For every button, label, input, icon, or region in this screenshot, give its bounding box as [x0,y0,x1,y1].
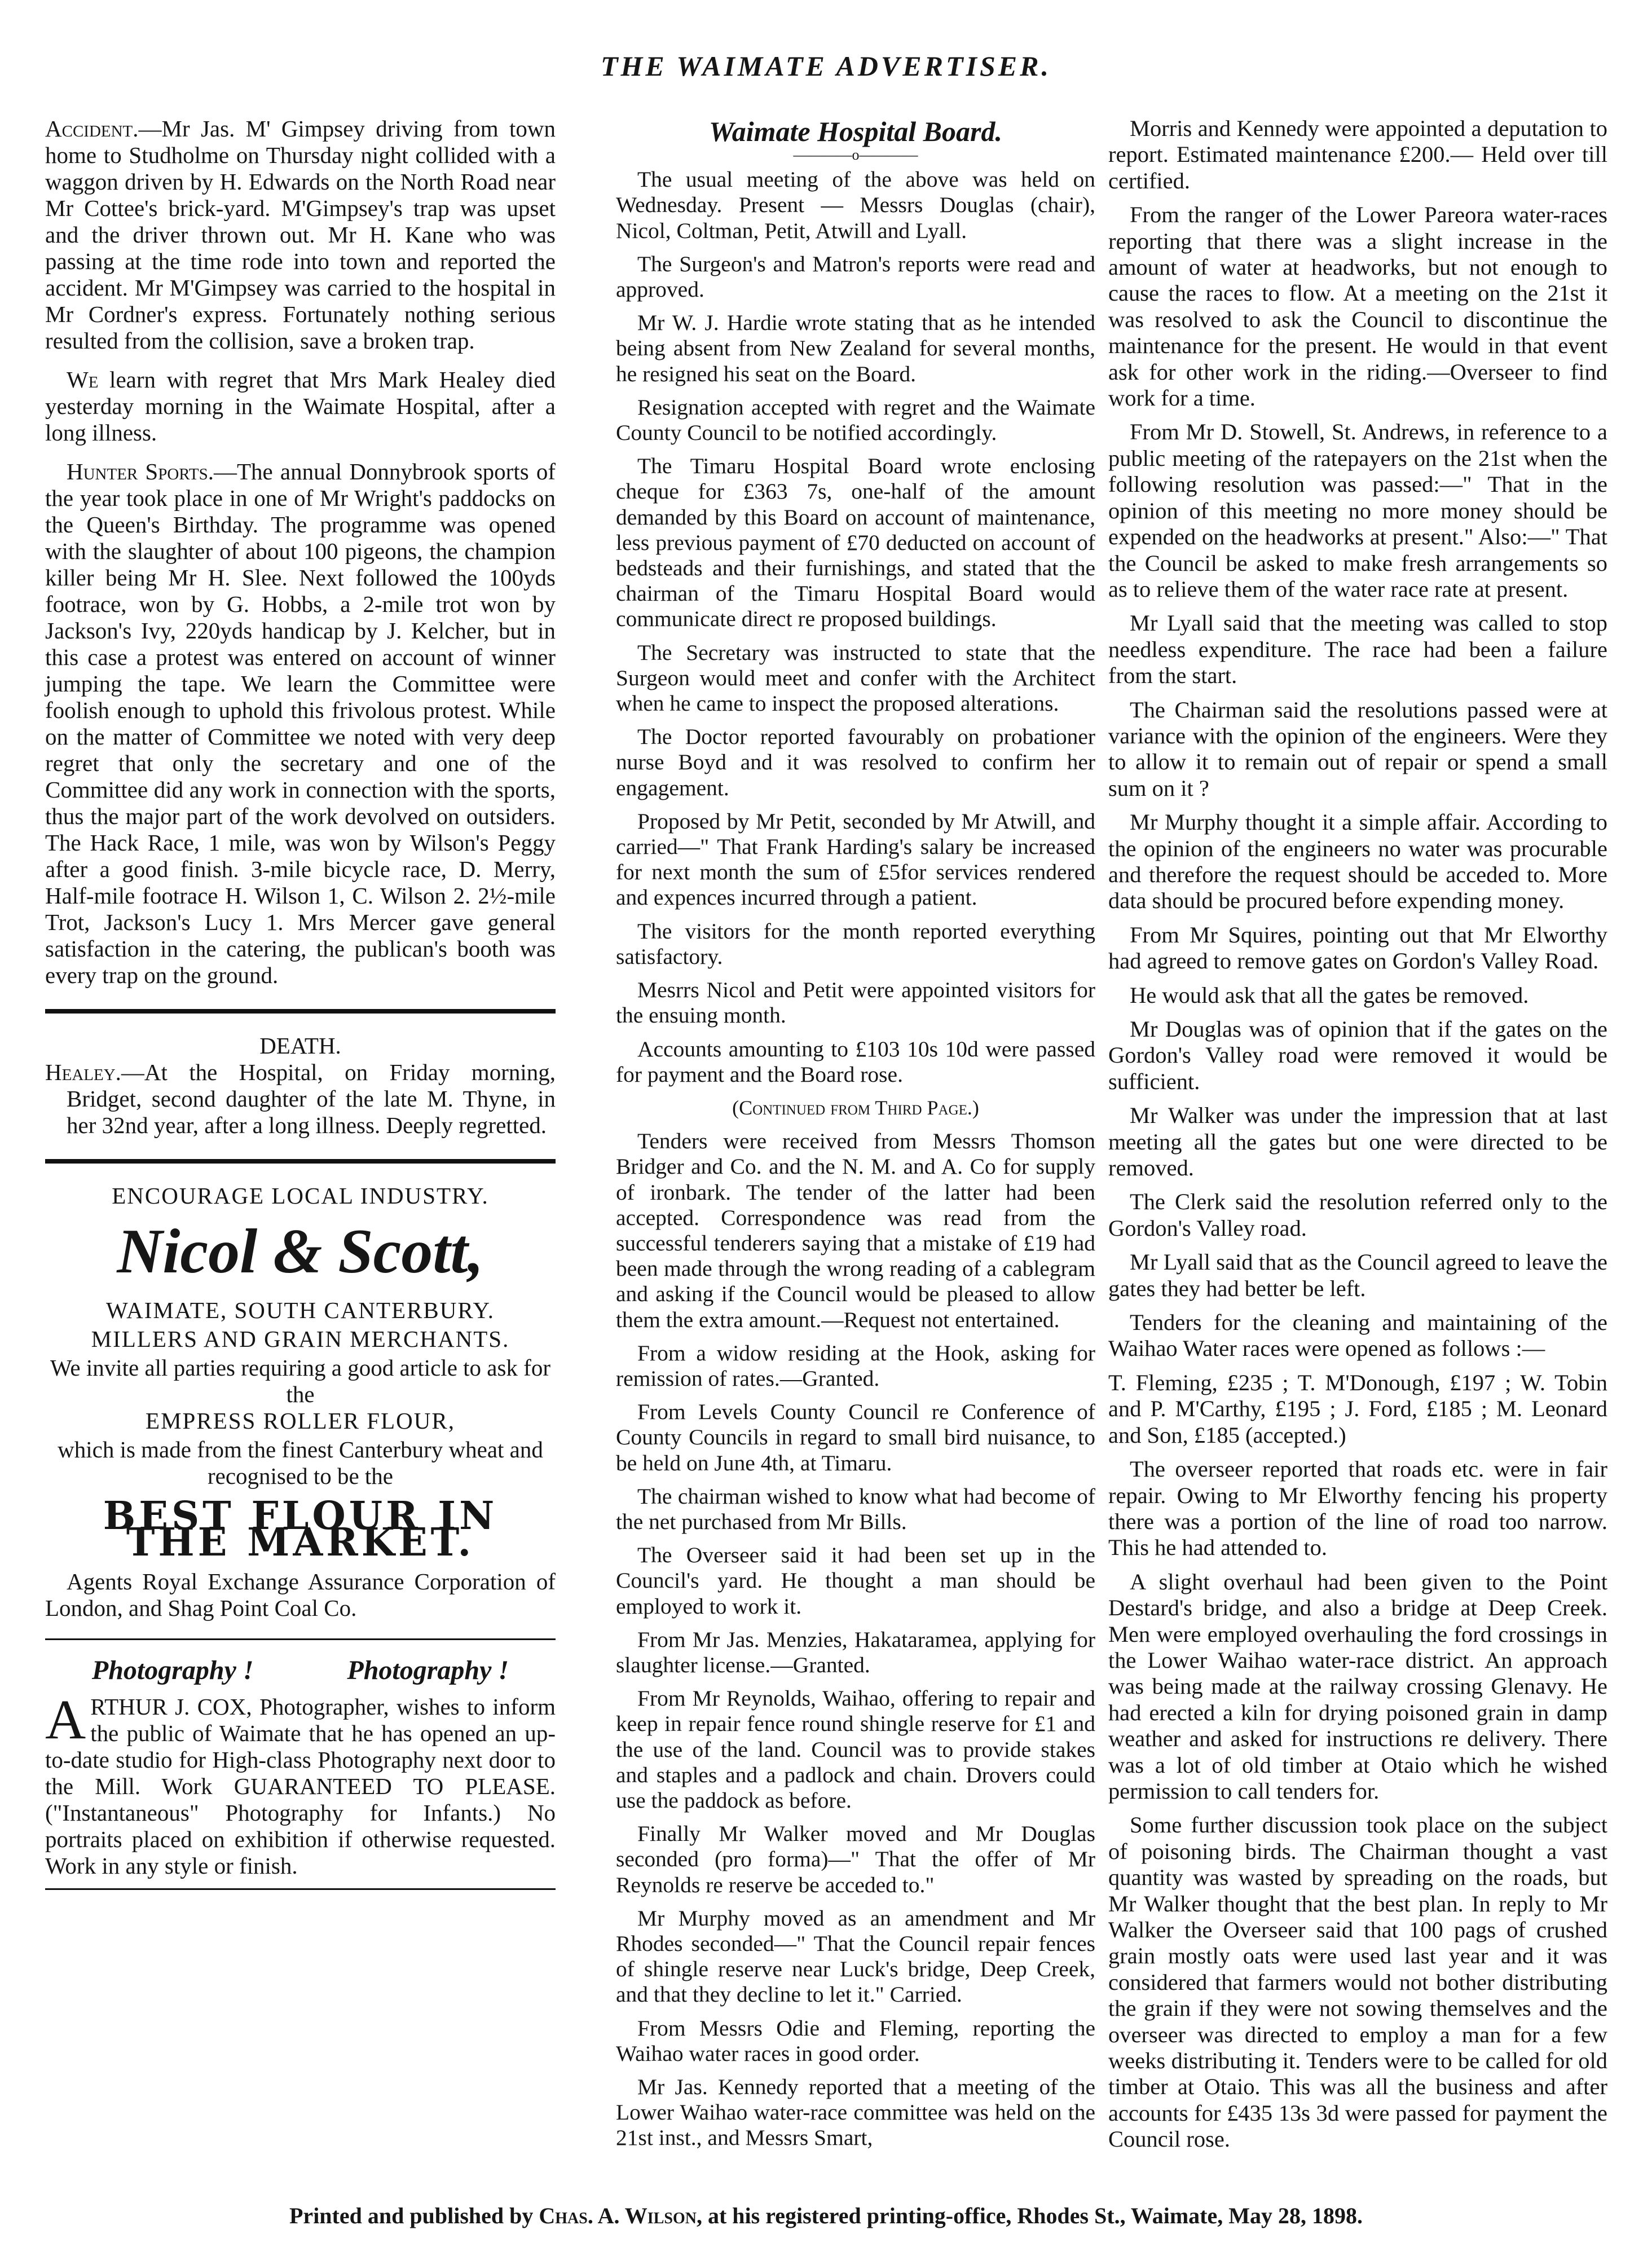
continued-note: (Continued from Third Page.) [732,1096,979,1119]
imprint-footer [0,2202,1652,2229]
paragraph: The Clerk said the resolution referred only to the Gordon's Valley road. [1108,1189,1607,1241]
paragraph: Mesrrs Nicol and Petit were appointed visitors for the ensuing month. [616,977,1095,1028]
ad-slogan: ENCOURAGE LOCAL INDUSTRY. [112,1183,489,1209]
column-1 [45,116,556,1907]
ad-agents: Agents Royal Exchange Assurance Corporation of London, and Shag Point Coal Co. [45,1568,556,1621]
ad-invite: We invite all parties requiring a good article to ask for the [50,1355,550,1407]
paragraph: The Surgeon's and Matron's reports were read and approved. [616,251,1095,302]
title-ornament: ————o———— [793,147,918,164]
tenders-list: T. Fleming, £235 ; T. M'Donough, £197 ; W. Tobin and P. M'Carthy, £195 ; J. Ford, £185 ; M. Leonard and Son, £185 (accepted.) [1108,1369,1607,1448]
death-text: —At the Hospital, on Friday morning, Bridget, second daughter of the late M. Thyne, in her 32nd year, after a long illness. Deeply regretted. [67,1059,556,1138]
paragraph: Mr Murphy thought it a simple affair. According to the opinion of the engineers no water was procurable and therefore the request should be acceded to. More data should be procured before expending money. [1108,809,1607,914]
paragraph: Mr Douglas was of opinion that if the gates on the Gordon's Valley road were removed it would be sufficient. [1108,1016,1607,1094]
divider [45,1638,556,1640]
paragraph: Mr Lyall said that as the Council agreed to leave the gates they had better be left. [1108,1249,1607,1301]
paragraph: From Messrs Odie and Fleming, reporting the Waihao water races in good order. [616,2015,1095,2066]
paragraph: From Mr Squires, pointing out that Mr Elworthy had agreed to remove gates on Gordon's Valley Road. [1108,922,1607,974]
paragraph: The overseer reported that roads etc. were in fair repair. Owing to Mr Elworthy fencing his property there was a portion of the line of road too narrow. This he had attended to. [1108,1456,1607,1561]
paragraph: A slight overhaul had been given to the Point Destard's bridge, and also a bridge at Deep Creek. Men were employed overhauling the ford crossings in the Lower Waihao water-race district. An approach was being made at the railway crossing Glenavy. He had erected a kiln for drying poisoned grain in damp weather and asked for instructions re delivery. There was a lot of old timber at Otaio which he wished permission to call tenders for. [1108,1568,1607,1804]
paragraph: He would ask that all the gates be removed. [1130,982,1529,1008]
accident-text: —Mr Jas. M' Gimpsey driving from town home to Studholme on Thursday night collided with a waggon driven by H. Edwards on the North Road near Mr Cottee's brick-yard. M'Gimpsey's trap was upset and the driver thrown out. Mr H. Kane who was passing at the time rode into town and reported the accident. Mr M'Gimpsey was carried to the hospital in Mr Cordner's express. Fortunately nothing serious resulted from the collision, save a broken trap. [45,116,556,354]
paragraph: Mr Murphy moved as an amendment and Mr Rhodes seconded—" That the Council repair fences of shingle reserve near Luck's bridge, Deep Creek, and that they decline to let it." Carried. [616,1905,1095,2007]
paragraph: Resignation accepted with regret and the Waimate County Council to be notified accordingly. [616,394,1095,446]
healey-heading: We [67,367,99,393]
paragraph: Some further discussion took place on the subject of poisoning birds. The Chairman thought a vast quantity was wasted by spreading on the roads, but Mr Walker thought that the best plan. In reply to Mr Walker the Overseer said that 100 pags of crushed grain mostly oats were used last year and it was considered that farmers would not bother distributing the grain if they were not sowing themselves and the overseer was directed to employ a man for a few weeks distributing it. Tenders were to be called for old timber at Otaio. This was all the business and after accounts for £435 13s 3d were passed for payment the Council rose. [1108,1812,1607,2152]
photo-dropcap: A [45,1688,86,1751]
paragraph: The Chairman said the resolutions passed were at variance with the opinion of the engineers. Were they to allow it to remain out of repair or spend a small sum on it ? [1108,697,1607,801]
paragraph: The chairman wished to know what had become of the net purchased from Mr Bills. [616,1483,1095,1534]
hunter-sports-heading: Hunter Sports. [67,459,214,484]
death-name: Healey. [45,1059,121,1085]
paragraph: The visitors for the month reported everything satisfactory. [616,918,1095,969]
paragraph: From Mr D. Stowell, St. Andrews, in reference to a public meeting of the ratepayers on the 21st when the following resolution was passed:—" That in the opinion of this meeting no more money should be expended on the headworks at present." Also:—" That the Council be asked to make fresh arrangements so as to relieve them of the water race rate at present. [1108,419,1607,602]
paragraph: Mr Jas. Kennedy reported that a meeting of the Lower Waihao water-race committee was held on the 21st inst., and Messrs Smart, [616,2074,1095,2151]
ad-location: WAIMATE, SOUTH CANTERBURY. [105,1297,495,1323]
hunter-sports-paragraph [45,459,556,989]
paragraph: Finally Mr Walker moved and Mr Douglas seconded (pro forma)—" That the offer of Mr Reynolds re reserve be acceded to." [616,1821,1095,1897]
ad-best-flour: BEST FLOUR IN THE MARKET. [103,1493,498,1565]
paragraph: The Overseer said it had been set up in the Council's yard. He thought a man should be employed to work it. [616,1543,1095,1619]
paragraph: From Mr Reynolds, Waihao, offering to repair and keep in repair fence round shingle reserve for £1 and the use of the land. Council was to provide stakes and staples and a padlock and chain. Drovers could use the paddock as before. [616,1686,1095,1813]
paragraph: The Secretary was instructed to state that the Surgeon would meet and confer with the Architect when he came to inspect the proposed alterations. [616,640,1095,716]
column-2 [616,116,1095,2159]
footer-pre: Printed and published by [289,2203,539,2228]
paragraph: Mr Walker was under the impression that at last meeting all the gates but one were directed to be removed. [1108,1103,1607,1181]
photo-ad-text [45,1688,556,1879]
photo-heading-right: Photography ! [347,1655,509,1685]
masthead: THE WAIMATE ADVERTISER. [600,50,1052,82]
divider [45,1009,556,1014]
paragraph: Tenders were received from Messrs Thomson Bridger and Co. and the N. M. and A. Co for supply of ironbark. The tender of the latter had been accepted. Correspondence was read from the successful tenderers saying that a mistake of £19 had been made through the wrong reading of a cablegram and asking if the Council would be pleased to allow them the extra amount.—Request not entertained. [616,1129,1095,1332]
paragraph: Mr W. J. Hardie wrote stating that as he intended being absent from New Zealand for several months, he resigned his seat on the Board. [616,310,1095,386]
paragraph: From the ranger of the Lower Pareora water-races reporting that there was a slight increase in the amount of water at headworks, but not enough to cause the races to flow. At a meeting on the 21st it was resolved to ask the Council to discontinue the maintenance for the present. He would in that event ask for other work in the riding.—Overseer to find work for a time. [1108,202,1607,411]
photo-text: RTHUR J. COX, Photographer, wishes to inform the public of Waimate that he has opened an up-to-date studio for High-class Photography next door to the Mill. Work GUARANTEED TO PLEASE. ("Instantaneous" Photography for Infants.) No portraits placed on exhibition if otherwise requested. Work in any style or finish. [45,1694,556,1879]
healey-text: learn with regret that Mrs Mark Healey died yesterday morning in the Waimate Hospital, after a long illness. [45,367,556,446]
paragraph: The Timaru Hospital Board wrote enclosing cheque for £363 7s, one-half of the amount demanded by this Board on account of maintenance, less previous payment of £70 deducted on account of bedsteads and their furnishings, and stated that the chairman of the Timaru Hospital Board would communicate direct re proposed buildings. [616,453,1095,632]
paragraph: From a widow residing at the Hook, asking for remission of rates.—Granted. [616,1340,1095,1391]
hospital-board-title: Waimate Hospital Board. [709,116,1002,147]
footer-publisher: Chas. A. Wilson [539,2203,697,2228]
accident-heading: Accident. [45,116,139,142]
hunter-sports-text: —The annual Donnybrook sports of the year took place in one of Mr Wright's paddocks on the Queen's Birthday. The programme was opened with the slaughter of about 100 pigeons, the champion killer being Mr H. Slee. Next followed the 100yds footrace, won by G. Hobbs, a 2-mile trot won by Jackson's Ivy, 220yds handicap by J. Kelcher, but in this case a protest was entered on account of winner jumping the tape. We learn the Committee were foolish enough to uphold this frivolous protest. While on the matter of Committee we noted with very deep regret that only the secretary and one of the Committee did any work in connection with the sports, thus the major part of the work devolved on outsiders. The Hack Race, 1 mile, was won by Wilson's Peggy after a good finish. 3-mile bicycle race, D. Merry, Half-mile footrace H. Wilson 1, C. Wilson 2. 2½-mile Trot, Jackson's Lucy 1. Mrs Mercer gave general satisfaction in the catering, the publican's booth was every trap on the ground. [45,459,556,988]
divider [45,1159,556,1164]
paragraph: Tenders for the cleaning and maintaining of the Waihao Water races were opened as follows :— [1108,1310,1607,1361]
death-notice [45,1059,556,1139]
footer-post: , at his registered printing-office, Rhodes St., Waimate, May 28, 1898. [696,2203,1363,2228]
paragraph: From Mr Jas. Menzies, Hakataramea, applying for slaughter license.—Granted. [616,1627,1095,1677]
ad-product: EMPRESS ROLLER FLOUR, [146,1408,455,1434]
ad-description: which is made from the finest Canterbury wheat and recognised to be the [58,1437,543,1489]
paragraph: From Levels County Council re Conference of County Councils in regard to small bird nuisance, to be held on June 4th, at Timaru. [616,1399,1095,1475]
death-title: DEATH. [259,1033,341,1059]
paragraph: The Doctor reported favourably on probationer nurse Boyd and it was resolved to confirm her engagement. [616,724,1095,800]
paragraph: Morris and Kennedy were appointed a deputation to report. Estimated maintenance £200.— Held over till certified. [1108,116,1607,193]
accident-paragraph [45,116,556,354]
paragraph: Mr Lyall said that the meeting was called to stop needless expenditure. The race had been a failure from the start. [1108,610,1607,689]
paragraph: Proposed by Mr Petit, seconded by Mr Atwill, and carried—" That Frank Harding's salary be increased for next month the sum of £5for services rendered and expences incurred through a patient. [616,808,1095,910]
photo-heading [45,1657,556,1684]
column-3 [1108,116,1607,2161]
paragraph: Accounts amounting to £103 10s 10d were passed for payment and the Board rose. [616,1036,1095,1087]
ad-firm-name: Nicol & Scott, [117,1217,484,1286]
ad-trade: MILLERS AND GRAIN MERCHANTS. [91,1326,510,1352]
healey-paragraph [45,367,556,446]
divider [45,1888,556,1890]
photo-heading-left: Photography ! [91,1655,254,1685]
paragraph: The usual meeting of the above was held on Wednesday. Present — Messrs Douglas (chair), Nicol, Coltman, Petit, Atwill and Lyall. [616,167,1095,243]
